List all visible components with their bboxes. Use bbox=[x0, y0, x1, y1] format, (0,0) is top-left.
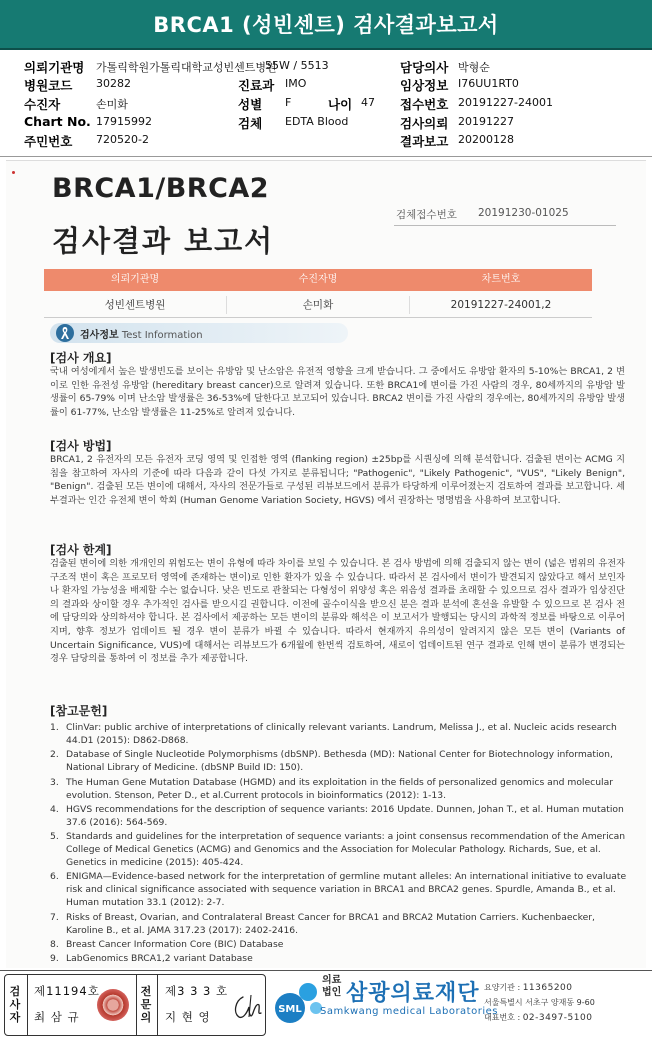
reference-number: 8. bbox=[50, 939, 59, 951]
received-no-underline bbox=[394, 225, 616, 226]
reference-text: LabGenomics BRCA1,2 variant Database bbox=[66, 953, 253, 965]
title-divider bbox=[0, 48, 652, 50]
reported-label: 결과보고 bbox=[400, 134, 449, 149]
department-label: 진료과 bbox=[238, 78, 275, 93]
scanned-report-page bbox=[6, 160, 646, 968]
overview-heading: [검사 개요] bbox=[50, 351, 112, 365]
references-list bbox=[50, 721, 630, 967]
sml-logo-text: SML bbox=[278, 1004, 302, 1015]
accession-label: 접수번호 bbox=[400, 97, 449, 112]
chart-no-value: 17915992 bbox=[96, 115, 152, 128]
limits-text: 검출된 변이에 의한 개개인의 위험도는 변이 유형에 따라 차이를 보일 수 있습니다. 본 검사 방법에 의해 검출되지 않는 변이 (넓은 범위의 유전자 구조적 변이 혹은 프로모터 영역에 존재하는 변이)로 인한 환자가 있을 수 있습니다. 따라서 본 검사에서 변이가 발견되지 않았다고 해서 보인자나 환자일 가능성을 배제할 수는 없습니다. 낮은 빈도로 관찰되는 다형성이 위양성 혹은 위음성 결과를 초래할 수 있으므로 검사 결과가 임상진단의 결과와 상이할 경우 추가적인 검사를 받으시길 권합니다. 이전에 골수이식을 받으신 분은 결과 분석에 혼선을 유발할 수 있으므로 본 검사 전에 담당의와 상의하셔야 합니다. 본 검사에서 제공하는 모든 변이의 분류와 해석은 이 보고서가 발행되는 당시의 과학적 정보를 바탕으로 이루어지며, 향후 정보가 업데이트 될 경우 변이 분류가 바뀔 수 있습니다. 따라서 현재까지 유의성이 알려지지 않은 모든 변이 (Variants of Uncertain Significance, VUS)에 대해서는 리뷰보드가 6개월에 한번씩 검토하여, 새로이 업데이트된 연구 결과로 인해 변이 분류가 변경되는 경우 담당의를 통하여 이 정보를 추가 제공합니다. bbox=[50, 558, 625, 665]
reference-item bbox=[50, 952, 630, 965]
age-value: 47 bbox=[361, 96, 375, 109]
meta-header-patient: 수진자명 bbox=[298, 274, 338, 285]
report-heading-title: 검사결과 보고서 bbox=[52, 224, 275, 258]
reference-number: 4. bbox=[50, 803, 59, 815]
received-no-value: 20191230-01025 bbox=[478, 207, 569, 219]
doctor-label: 담당의사 bbox=[400, 60, 449, 75]
reference-item bbox=[50, 721, 630, 747]
sex-value: F bbox=[285, 96, 292, 109]
tester-name: 최 삼 규 bbox=[34, 1010, 80, 1024]
meta-value-chart: 20191227-24001,2 bbox=[450, 299, 552, 311]
report-title: BRCA1 (성빈센트) 검사결과보고서 bbox=[0, 0, 652, 48]
reference-text: ENIGMA—Evidence-based network for the interpretation of germline mutant alleles: An international initiative to evaluate risk and clinical significance associated with sequence variation in BRCA1 and BRCA2 genes. Spurdle, Amanda B., et al. Human mutation 33.1 (2012): 2-7. bbox=[66, 871, 627, 909]
specialist-license: 제3 3 3 호 bbox=[165, 984, 229, 998]
report-heading-genes: BRCA1/BRCA2 bbox=[52, 173, 270, 204]
reference-text: Risks of Breast, Ovarian, and Contralateral Breast Cancer for BRCA1 and BRCA2 Mutation Carriers. Kuchenbaecker, Karoline B., et al. JAMA 317.23 (2017): 2402-2416. bbox=[66, 911, 595, 936]
overview-text: 국내 여성에게서 높은 발생빈도를 보이는 유방암 및 난소암은 유전적 영향을 크게 받습니다. 그 중에서도 유방암 환자의 5-10%는 BRCA1, 2 변이로 인한 유전성 유방암 (hereditary breast cancer)으로 알려져 있습니다. 또한 BRCA1에 변이를 가진 사람의 경우, 80세까지의 유방암 발생률이 65-79% 이며 난소암 발생률은 36-53%에 달한다고 보고되어 있습니다. BRCA2 변이를 가진 사람의 경우에는, 80세까지의 유방암 발생률이 61-77%, 난소암 발생률은 11-25%로 알려져 있습니다. bbox=[50, 366, 625, 418]
reported-value: 20200128 bbox=[458, 133, 514, 146]
clinical-info-label: 임상정보 bbox=[400, 78, 449, 93]
reference-text: ClinVar: public archive of interpretations of clinically relevant variants. Landrum, Melissa J., et al. Nucleic acids research 44.D1 (2015): D862-D868. bbox=[66, 722, 617, 746]
meta-value-institution: 성빈센트병원 bbox=[104, 299, 166, 311]
info-divider bbox=[0, 156, 652, 157]
reference-number: 2. bbox=[50, 749, 59, 761]
reference-item bbox=[50, 803, 630, 829]
received-no-label: 검체접수번호 bbox=[396, 209, 457, 221]
receiver-value: 손미화 bbox=[96, 98, 128, 111]
meta-table-header bbox=[44, 269, 592, 291]
org-name-en: Samkwang medical Laboratories bbox=[320, 1006, 498, 1017]
reference-item bbox=[50, 748, 630, 774]
references-heading: [참고문헌] bbox=[50, 704, 108, 718]
specialist-label: 전문의 bbox=[140, 985, 152, 1024]
contact-line bbox=[484, 982, 573, 993]
contact-value: 02-3497-5100 bbox=[522, 1013, 593, 1023]
footer-divider bbox=[0, 970, 652, 971]
reference-number: 7. bbox=[50, 911, 59, 923]
hospital-code-label: 병원코드 bbox=[24, 78, 73, 93]
institution-label: 의뢰기관명 bbox=[24, 60, 85, 75]
ward-value: 55W / 5513 bbox=[265, 59, 329, 72]
sign-divider bbox=[157, 975, 158, 1035]
reference-number: 5. bbox=[50, 831, 59, 843]
sign-divider bbox=[136, 975, 137, 1035]
reference-number: 9. bbox=[50, 953, 59, 965]
meta-header-institution: 의뢰기관명 bbox=[110, 274, 160, 285]
section-title-ko: 검사정보 bbox=[80, 330, 119, 341]
signature-box bbox=[4, 974, 266, 1036]
reference-item bbox=[50, 830, 630, 869]
reference-text: The Human Gene Mutation Database (HGMD) and its exploitation in the fields of personalized genomics and molecular evolution. Stenson, Peter D., et al.Current protocols in bioinformatics (2012): 1-13. bbox=[66, 776, 613, 801]
rrn-value: 720520-2 bbox=[96, 133, 149, 146]
section-title bbox=[80, 326, 203, 341]
specimen-value: EDTA Blood bbox=[285, 115, 349, 128]
chart-no-label: Chart No. bbox=[24, 114, 91, 129]
tester-seal bbox=[97, 989, 129, 1021]
contact-key: 대표번호 : bbox=[484, 1013, 521, 1022]
reference-item bbox=[50, 776, 630, 802]
receiver-label: 수진자 bbox=[24, 97, 61, 112]
accession-value: 20191227-24001 bbox=[458, 96, 553, 109]
age-label: 나이 bbox=[328, 97, 353, 112]
sex-label: 성별 bbox=[238, 97, 263, 112]
meta-value-patient: 손미화 bbox=[302, 299, 334, 311]
reference-text: Standards and guidelines for the interpretation of sequence variants: a joint consensus recommendation of the American College of Medical Genetics (ACMG) and Genomics and the Association for Molecular Pathology. Richards, Sue, et al. Genetics in medicine (2015): 405-424. bbox=[66, 831, 626, 869]
org-type: 의료법인 bbox=[322, 975, 342, 998]
clinical-info-value: I76UU1RT0 bbox=[458, 77, 519, 90]
reference-item bbox=[50, 938, 630, 951]
specialist-name: 지 현 영 bbox=[165, 1010, 211, 1024]
reference-number: 1. bbox=[50, 722, 59, 733]
rrn-label: 주민번호 bbox=[24, 134, 73, 149]
doctor-value: 박형순 bbox=[458, 61, 490, 74]
contact-key: 서울특별시 서초구 양재동 9-60 bbox=[484, 998, 595, 1007]
reference-item bbox=[50, 870, 630, 909]
meta-header-chart: 차트번호 bbox=[481, 274, 521, 285]
patient-info-panel bbox=[0, 52, 652, 154]
specimen-label: 검체 bbox=[238, 116, 263, 131]
org-name: 삼광의료재단 bbox=[346, 981, 480, 1006]
tester-license: 제11194호 bbox=[34, 984, 100, 998]
awareness-ribbon-icon bbox=[56, 323, 74, 343]
requested-label: 검사의뢰 bbox=[400, 116, 449, 131]
requested-value: 20191227 bbox=[458, 115, 514, 128]
reference-text: Database of Single Nucleotide Polymorphisms (dbSNP). Bethesda (MD): National Center for Biotechnology information, National Library of Medicine. (dbSNP Build ID: 150). bbox=[66, 749, 613, 774]
reference-item bbox=[50, 911, 630, 937]
sign-divider bbox=[27, 975, 28, 1035]
tester-label: 검사자 bbox=[9, 985, 21, 1024]
scan-mark bbox=[12, 171, 15, 174]
method-heading: [검사 방법] bbox=[50, 439, 112, 453]
reference-number: 6. bbox=[50, 871, 59, 883]
department-value: IMO bbox=[285, 77, 307, 90]
contact-line bbox=[484, 997, 595, 1008]
reference-number: 3. bbox=[50, 776, 59, 788]
limits-heading: [검사 한계] bbox=[50, 543, 112, 557]
reference-text: Breast Cancer Information Core (BIC) Database bbox=[66, 939, 284, 951]
section-title-en: Test Information bbox=[121, 330, 203, 341]
contact-value: 11365200 bbox=[522, 983, 573, 993]
specialist-signature bbox=[229, 991, 265, 1023]
institution-value: 가톨릭학원가톨릭대학교성빈센트병원 bbox=[96, 61, 277, 74]
method-text: BRCA1, 2 유전자의 모든 유전자 코딩 영역 및 인접한 영역 (flanking region) ±25bp를 시퀀싱에 의해 분석합니다. 검출된 변이는 ACMG 지침을 참고하여 자사의 기준에 따라 다음과 같이 다섯 가지로 분류됩니다; "Pathogenic", "Likely Pathogenic", "VUS", "Likely Benign", "Benign". 검출된 모든 변이에 대해서, 자사의 전문가들로 구성된 리뷰보드에서 분류가 타당하게 이루어졌는지 검토하여 결과를 보고합니다. 세부결과는 인간 유전체 변이 학회 (Human Genome Variation Society, HGVS) 에서 권장하는 명명법을 사용하여 보고합니다. bbox=[50, 454, 625, 506]
hospital-code-value: 30282 bbox=[96, 77, 131, 90]
meta-table-row bbox=[44, 292, 592, 318]
contact-key: 요양기관 : bbox=[484, 983, 521, 992]
contact-line bbox=[484, 1012, 592, 1023]
reference-text: HGVS recommendations for the description of sequence variants: 2016 Update. Dunnen, Johan T., et al. Human mutation 37.6 (2016): 564-569. bbox=[66, 803, 624, 828]
